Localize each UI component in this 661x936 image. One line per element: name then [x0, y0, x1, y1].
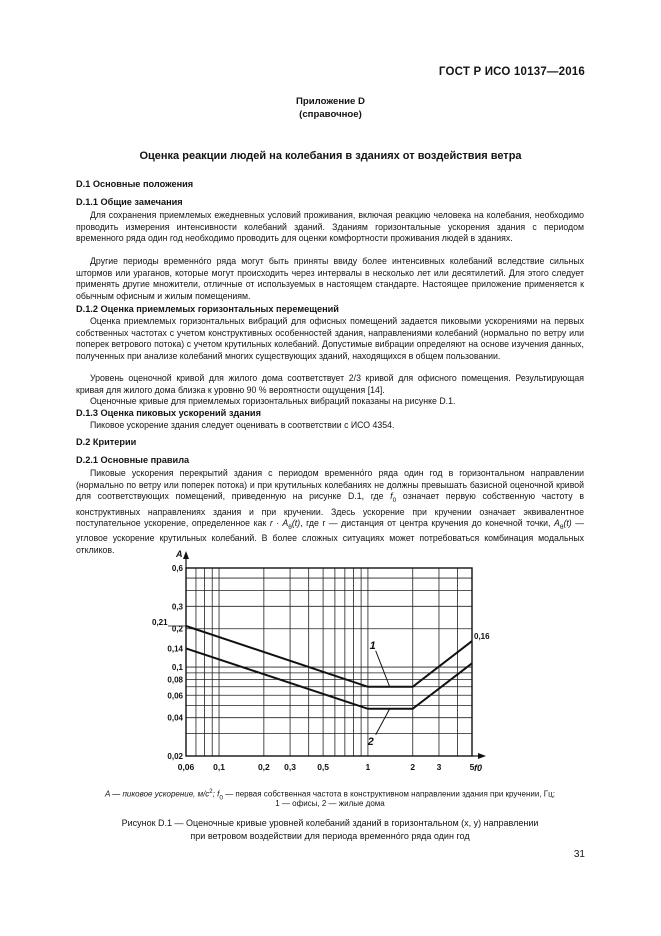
paragraph-text: Оценочные кривые для приемлемых горизонтальных вибраций показаны на рисунке D.1. [90, 396, 456, 406]
section-d12-heading: D.1.2 Оценка приемлемых горизонтальных перемещений [76, 304, 339, 314]
symbol-ath-end: (t) [563, 518, 572, 529]
leader-line-2 [376, 709, 390, 735]
symbol-racc-end: (t) [291, 518, 301, 529]
x-tick-label: 0,06 [177, 762, 195, 772]
page-number: 31 [573, 849, 585, 860]
paragraph-text: Другие периоды временно́го ряда могут быть приняты ввиду более интенсивных колебаний вследствие сильных штормов или ураганов, которые могут происходить через интервалы в несколько лет или десятилетий. Для этого следует применять другие множители, отличные от используемых в настоящем стандарте. Настоящее приложение применяется к обычным офисным и жилым помещениям. [76, 256, 584, 301]
figure-legend-line2: 1 — офисы, 2 — жилые дома [275, 799, 385, 808]
y-tick-label: 0,2 [171, 624, 183, 634]
x-tick-label: 0,1 [213, 762, 225, 772]
curve-label-2: 2 [367, 735, 374, 748]
x-axis-arrowhead [478, 753, 486, 759]
x-tick-label: 2 [410, 762, 416, 772]
symbol-f-sub: 0 [392, 496, 397, 504]
symbol-ath-sub: θ [559, 523, 564, 531]
x-tick-label: 0,2 [257, 762, 270, 772]
y-tick-label: 0,04 [167, 713, 183, 723]
paragraph-text: — угловое ускорение крутильных колебаний. В более сложных ситуациях может потребоваться комбинация модальных откликов. [76, 518, 584, 556]
vibration-chart [150, 548, 490, 784]
x-axis-label: f0 [474, 763, 483, 773]
annotation-start-value: 0,21 [152, 618, 168, 628]
legend-a-text: A — пиковое ускорение, м/с [105, 789, 210, 799]
y-axis-arrowhead [183, 551, 189, 559]
symbol-racc-sub: θ [288, 523, 292, 531]
paragraph-text: Для сохранения приемлемых ежедневных условий проживания, включая реакцию человека на колебания, необходимо проводить измерения интенсивности колебаний зданий. Зданиям горизонтальные ускорения здания с периодом временного ряда один год необходимо проводить для оценки комфортности проживания людей в зданиях. [76, 210, 584, 244]
paragraph [76, 420, 584, 432]
y-tick-label: 0,08 [167, 675, 183, 685]
legend-c-text: — первая собственная частота в конструктивном направлении здания при кручении, Гц; [222, 789, 555, 799]
paragraph [76, 468, 584, 557]
curve-label-1: 1 [369, 639, 376, 652]
y-tick-label: 0,6 [171, 564, 183, 573]
section-d1-heading: D.1 Основные положения [76, 179, 194, 189]
symbol-f: f [390, 491, 393, 502]
x-tick-label: 0,3 [284, 762, 296, 772]
y-tick-label: 0,06 [167, 691, 183, 701]
paragraph-text: Оценка приемлемых горизонтальных вибраций для офисных помещений задается пиковыми ускорениями на первых собственных частотах с учетом конструктивных особенностей здания, направлениями колебаний (нормально по ветру или поперек ветрового потока) с учетом крутильных колебаний. Допустимые вибрации определяют на основе изучения данных, полученных при анализе колебаний многих существующих зданий, находящихся в общем пользовании. [76, 316, 584, 361]
page-title: Оценка реакции людей на колебания в зданиях от воздействия ветра [139, 150, 522, 162]
legend-b-text: ; f [212, 789, 220, 799]
legend-a-sup: 2 [209, 789, 213, 795]
paragraph [76, 373, 584, 396]
series-line-2 [186, 648, 472, 708]
y-tick-label: 0,02 [167, 752, 183, 761]
paragraph-text: Уровень оценочной кривой для жилого дома соответствует 2/3 кривой для офисного помещения. Результирующая кривая для жилого дома близка к уровню 90 % вероятности ощущения [14]. [76, 373, 584, 395]
figure-caption: при ветровом воздействии для периода временно́го ряда один год [190, 831, 470, 841]
document-code: ГОСТ Р ИСО 10137—2016 [438, 66, 585, 78]
x-tick-label: 1 [365, 762, 371, 772]
leader-line-1 [376, 651, 390, 687]
section-d11-heading: D.1.1 Общие замечания [76, 197, 183, 207]
paragraph-text: Пиковое ускорение здания следует оценивать в соответствии с ИСО 4354. [90, 420, 395, 430]
symbol-ath: A [553, 518, 560, 529]
x-tick-label: 0,5 [317, 762, 330, 772]
y-axis-label: A [176, 549, 183, 559]
annotation-end-value: 0,16 [474, 632, 490, 642]
paragraph [76, 396, 584, 408]
section-d2-heading: D.2 Критерии [76, 437, 137, 447]
y-tick-label: 0,1 [171, 663, 183, 673]
paragraph [76, 210, 584, 245]
paragraph [76, 256, 584, 302]
legend-b-sub: 0 [219, 794, 223, 802]
x-tick-label: 3 [436, 762, 442, 772]
annex-subtitle: (справочное) [299, 109, 362, 120]
paragraph-text: Пиковые ускорения перекрытий здания с периодом временно́го ряда один год в горизонтальном направлении (нормально по ветру или поперек потока) и при крутильных колебаниях не должны превышать базисной оценочной кривой для соответствующих помещений, приведенную на рисунке D.1, где [76, 468, 584, 502]
paragraph-text: , где r — дистанция от центра кручения до конечной точки, [300, 518, 554, 529]
annex-title: Приложение D [296, 96, 365, 107]
section-d13-heading: D.1.3 Оценка пиковых ускорений здания [76, 408, 261, 418]
paragraph-text: означает первую собственную частоту в конструктивных направлениях здания и при кручении. Здесь ускорение при кручении означает эквивалентное поступательное ускорение, определенное как [76, 491, 584, 529]
y-tick-label: 0,14 [167, 644, 183, 654]
paragraph [76, 316, 584, 362]
figure-caption: Рисунок D.1 — Оценочные кривые уровней колебаний зданий в горизонтальном (x, y) направлении [121, 818, 539, 828]
chart-grid [183, 551, 486, 759]
chart-axis-labels [167, 549, 482, 773]
x-tick-label: 5 [469, 762, 475, 772]
y-tick-label: 0,3 [171, 602, 183, 612]
section-d21-heading: D.2.1 Основные правила [76, 455, 190, 465]
series-line-1 [186, 626, 472, 687]
symbol-racc: r · A [269, 518, 289, 529]
